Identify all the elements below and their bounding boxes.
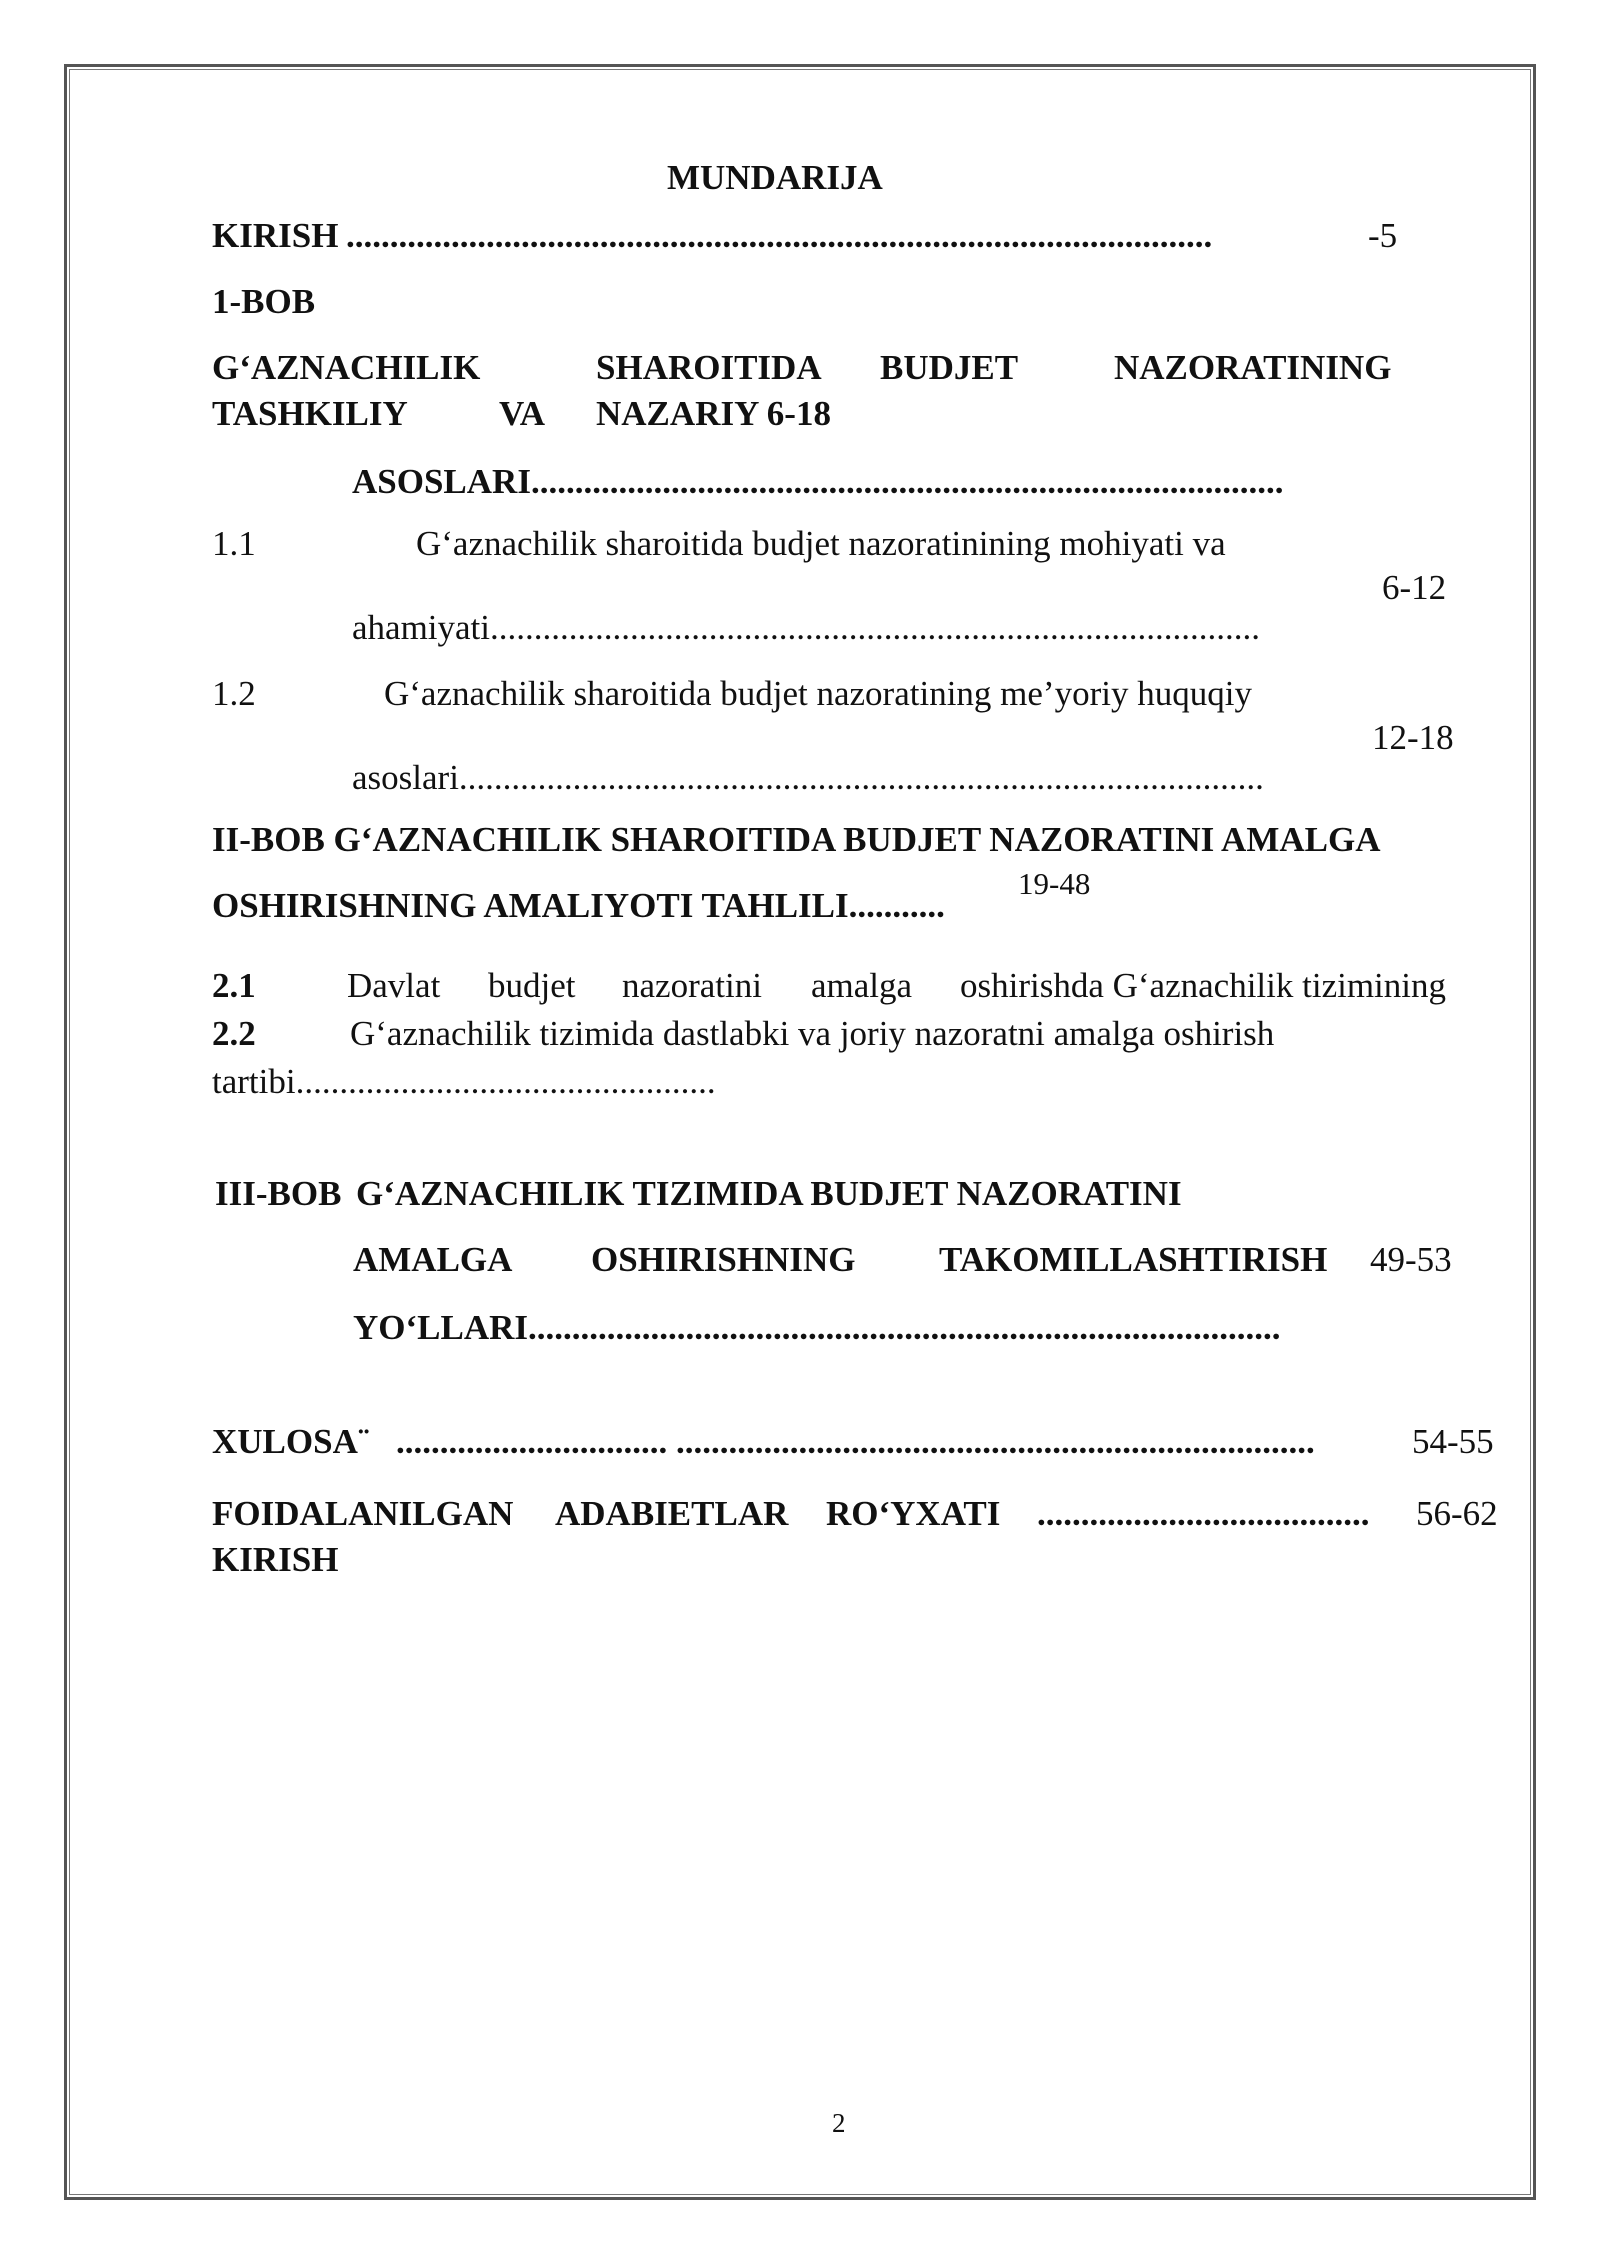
section-1-1-title-cont: ahamiyati........................................................................................ <box>352 608 1261 647</box>
toc-xulosa-leader: ............................... ......................................................................... <box>396 1422 1315 1461</box>
section-1-2-number: 1.2 <box>212 674 256 713</box>
section-2-1-word: oshirishda G‘aznachilik tizimining <box>960 966 1447 1005</box>
chapter3-title-word: AMALGA <box>353 1240 513 1279</box>
toc-xulosa-label: XULOSA¨ <box>212 1422 370 1461</box>
chapter1-title-word: BUDJET <box>880 348 1019 387</box>
toc-references-word: FOIDALANILGAN <box>212 1494 514 1533</box>
section-2-1-number: 2.1 <box>212 966 256 1005</box>
section-1-1-number: 1.1 <box>212 524 256 563</box>
page-title: MUNDARIJA <box>667 158 883 197</box>
section-2-1-word: amalga <box>811 966 913 1005</box>
section-1-1-page: 6-12 <box>1382 568 1447 607</box>
chapter1-heading: 1-BOB <box>212 282 316 321</box>
toc-kirish-repeat: KIRISH <box>212 1540 339 1579</box>
toc-references-page: 56-62 <box>1416 1494 1498 1533</box>
page-border-inner <box>69 69 1531 2195</box>
toc-kirish-page: -5 <box>1368 216 1398 255</box>
section-2-1-word: budjet <box>488 966 576 1005</box>
chapter3-title-line3: YO‘LLARI...................................................................................... <box>353 1308 1281 1347</box>
page-number: 2 <box>832 2108 846 2138</box>
chapter3-prefix: III-BOB <box>215 1174 342 1213</box>
chapter1-title-line3: ASOSLARI...................................................................................... <box>352 462 1284 501</box>
section-2-2-number: 2.2 <box>212 1014 256 1053</box>
toc-references-word: RO‘YXATI <box>826 1494 1001 1533</box>
chapter3-title-line1: G‘AZNACHILIK TIZIMIDA BUDJET NAZORATINI <box>356 1174 1182 1213</box>
toc-kirish-label: KIRISH <box>212 216 339 255</box>
toc-references-word: ADABIETLAR <box>555 1494 789 1533</box>
section-2-1-word: Davlat <box>347 966 441 1005</box>
chapter1-title-word: VA <box>499 394 546 433</box>
chapter2-title-line1: II-BOB G‘AZNACHILIK SHAROITIDA BUDJET NAZORATINI AMALGA <box>212 820 1381 859</box>
section-1-2-page: 12-18 <box>1372 718 1454 757</box>
section-2-2-title-cont: tartibi................................................ <box>212 1062 716 1101</box>
chapter1-title-word: G‘AZNACHILIK <box>212 348 481 387</box>
toc-references-leader: ...................................... <box>1037 1494 1370 1533</box>
section-1-2-title: G‘aznachilik sharoitida budjet nazoratining me’yoriy huquqiy <box>384 674 1252 713</box>
chapter3-page: 49-53 <box>1370 1240 1452 1279</box>
section-2-1-word: nazoratini <box>622 966 762 1005</box>
chapter1-title-word: NAZORATINING <box>1114 348 1392 387</box>
chapter1-title-word: SHAROITIDA <box>596 348 822 387</box>
chapter2-page: 19-48 <box>1018 866 1091 901</box>
section-1-1-title: G‘aznachilik sharoitida budjet nazoratinining mohiyati va <box>416 524 1226 563</box>
chapter3-title-word: OSHIRISHNING <box>591 1240 856 1279</box>
chapter1-title-word: NAZARIY 6-18 <box>596 394 831 433</box>
chapter2-title-line2: OSHIRISHNING AMALIYOTI TAHLILI........... <box>212 886 945 925</box>
section-2-2-title: G‘aznachilik tizimida dastlabki va joriy nazoratni amalga oshirish <box>350 1014 1275 1053</box>
chapter1-title-word: TASHKILIY <box>212 394 408 433</box>
section-1-2-title-cont: asoslari............................................................................................ <box>352 758 1264 797</box>
toc-xulosa-page: 54-55 <box>1412 1422 1494 1461</box>
toc-kirish-leader: ................................................................................................... <box>346 216 1213 255</box>
chapter3-title-word: TAKOMILLASHTIRISH <box>939 1240 1328 1279</box>
